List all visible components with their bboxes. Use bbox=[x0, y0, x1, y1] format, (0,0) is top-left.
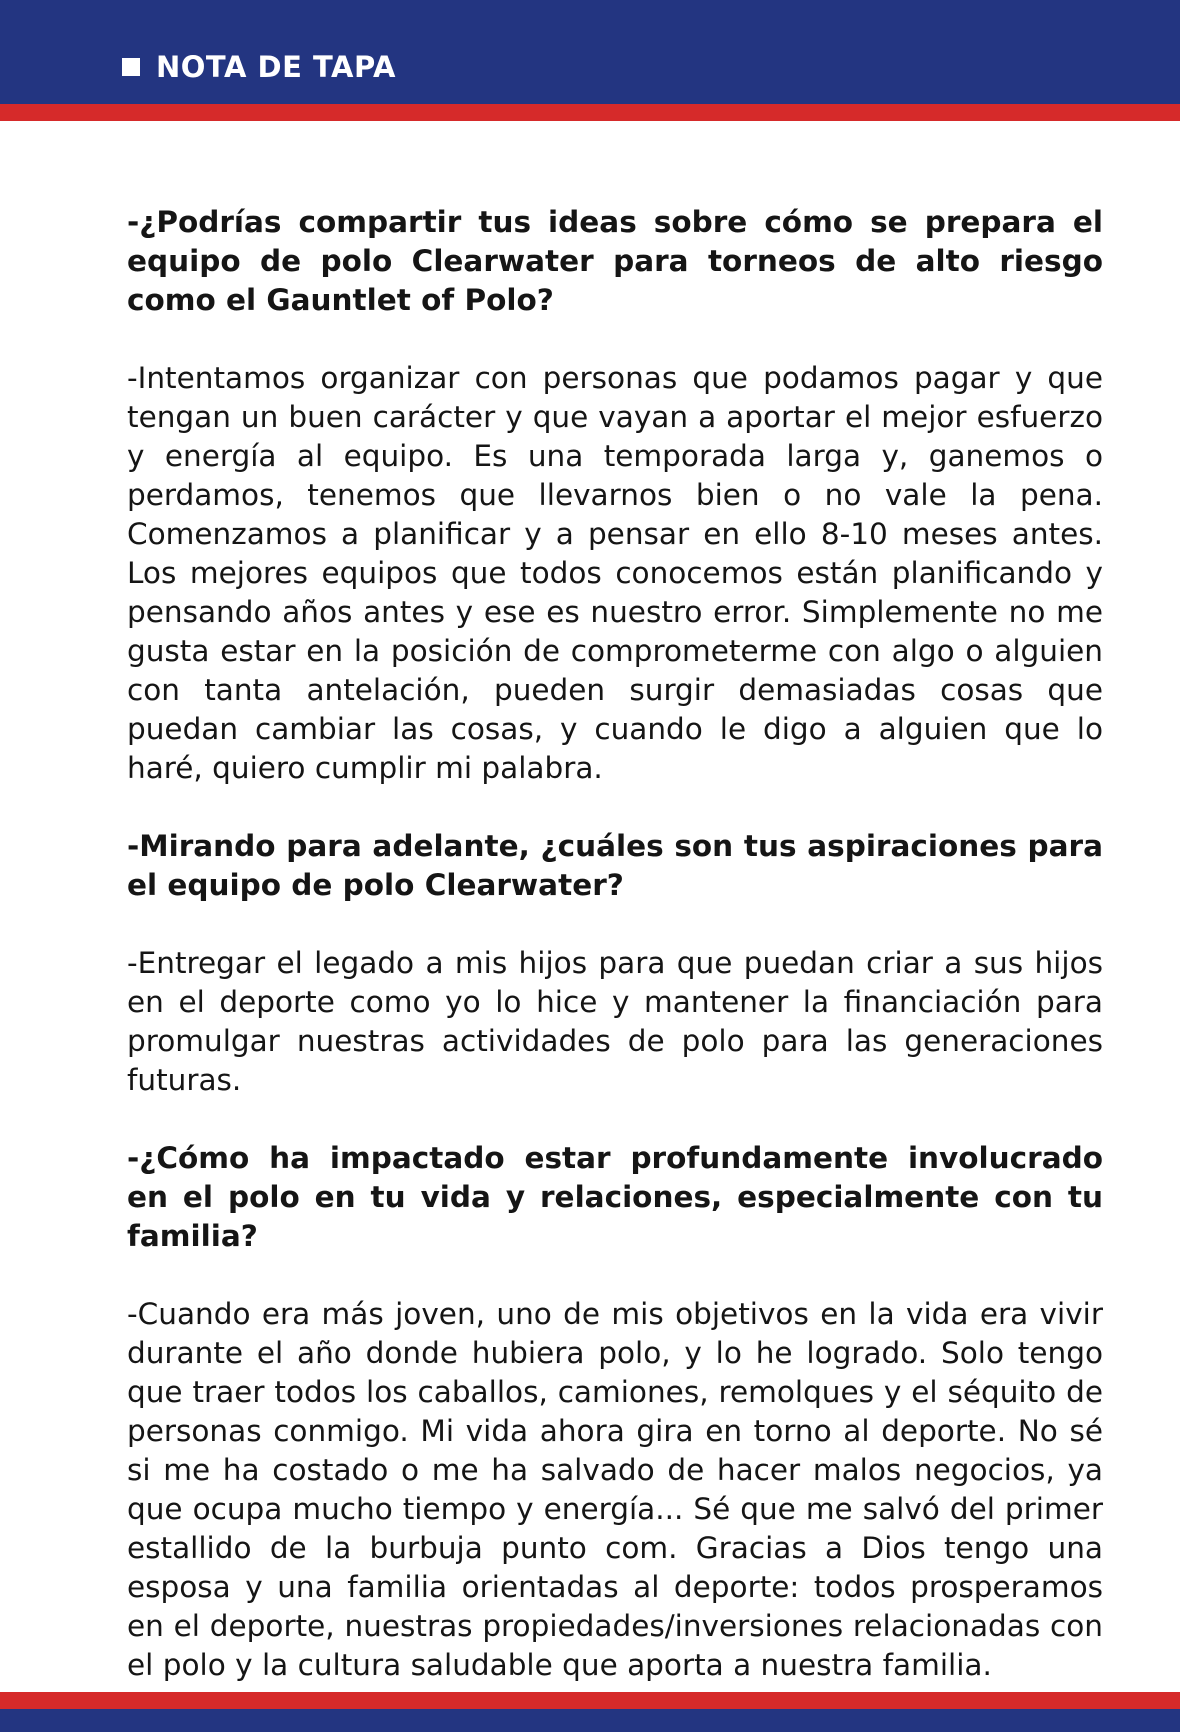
header-red-stripe bbox=[0, 104, 1180, 121]
square-bullet-icon bbox=[122, 58, 140, 76]
footer-bar bbox=[0, 1709, 1180, 1732]
interview-question: -¿Podrías compartir tus ideas sobre cómo se prepara el equipo de polo Clearwater para torneos de alto riesgo como el Gauntlet of Polo? bbox=[127, 205, 1103, 317]
interview-question: -Mirando para adelante, ¿cuáles son tus aspiraciones para el equipo de polo Clearwater? bbox=[127, 829, 1103, 902]
interview-question: -¿Cómo ha impactado estar profundamente involucrado en el polo en tu vida y relaciones, especialmente con tu familia? bbox=[127, 1141, 1103, 1253]
interview-answer: -Entregar el legado a mis hijos para que puedan criar a sus hijos en el deporte como yo lo hice y mantener la financiación para promulgar nuestras actividades de polo para las generaciones futuras. bbox=[127, 946, 1103, 1097]
article-body bbox=[127, 203, 1103, 1724]
section-label bbox=[122, 50, 396, 84]
footer-red-stripe bbox=[0, 1692, 1180, 1709]
section-label-text: NOTA DE TAPA bbox=[156, 50, 396, 84]
interview-answer: -Cuando era más joven, uno de mis objetivos en la vida era vivir durante el año donde hubiera polo, y lo he logrado. Solo tengo que traer todos los caballos, camiones, remolques y el séquito de personas conmigo. Mi vida ahora gira en torno al deporte. No sé si me ha costado o me ha salvado de hacer malos negocios, ya que ocupa mucho tiempo y energía... Sé que me salvó del primer estallido de la burbuja punto com. Gracias a Dios tengo una esposa y una familia orientadas al deporte: todos prosperamos en el deporte, nuestras propiedades/inversiones relacionadas con el polo y la cultura saludable que aporta a nuestra familia. bbox=[127, 1297, 1103, 1682]
interview-answer: -Intentamos organizar con personas que podamos pagar y que tengan un buen carácter y que vayan a aportar el mejor esfuerzo y energía al equipo. Es una temporada larga y, ganemos o perdamos, tenemos que llevarnos bien o no vale la pena. Comenzamos a planificar y a pensar en ello 8-10 meses antes. Los mejores equipos que todos conocemos están planificando y pensando años antes y ese es nuestro error. Simplemente no me gusta estar en la posición de comprometerme con algo o alguien con tanta antelación, pueden surgir demasiadas cosas que puedan cambiar las cosas, y cuando le digo a alguien que lo haré, quiero cumplir mi palabra. bbox=[127, 361, 1103, 785]
